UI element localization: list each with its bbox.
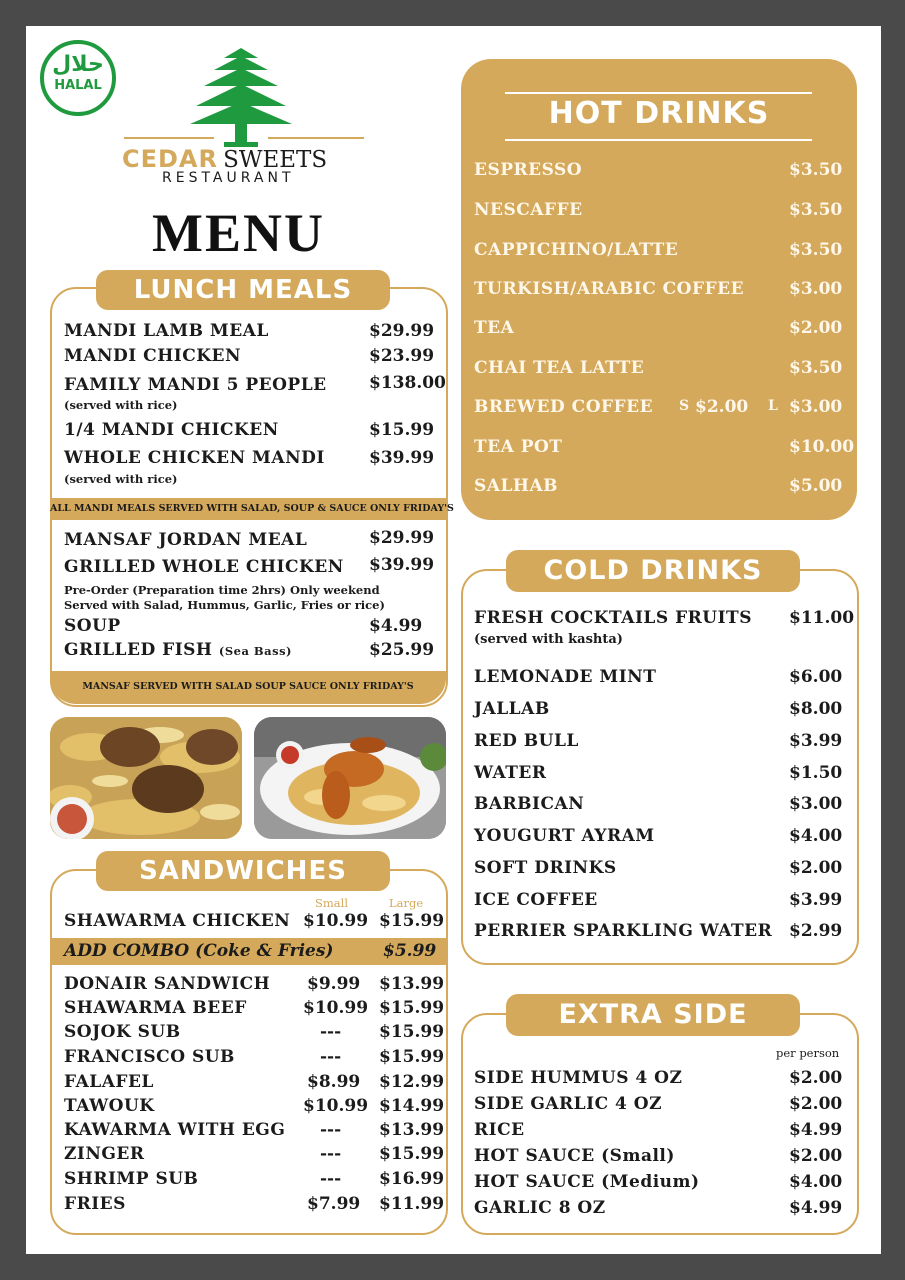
- hot-drink-price: $3.50: [789, 200, 843, 220]
- sandwich-large-price: $15.99: [379, 1047, 445, 1067]
- grilled-chicken-photo: [254, 717, 446, 839]
- hot-drink-price: $10.00: [789, 437, 855, 457]
- lunch-item-price: $138.00: [369, 373, 446, 393]
- cold-drink-name: BARBICAN: [474, 794, 585, 814]
- sandwich-large-price: $15.99: [379, 911, 445, 931]
- sandwich-item-name: SOJOK SUB: [64, 1022, 181, 1042]
- lunch-item-name: MANDI CHICKEN: [64, 346, 242, 366]
- brewed-large-label: L: [768, 398, 778, 414]
- hot-drink-price: $3.50: [789, 358, 843, 378]
- hot-drink-name: ESPRESSO: [474, 160, 583, 180]
- lunch-item-price: $39.99: [369, 448, 435, 468]
- brand-restaurant: RESTAURANT: [162, 170, 295, 186]
- hot-drink-name: CHAI TEA LATTE: [474, 358, 645, 378]
- hot-title-line-top: [505, 92, 812, 94]
- sandwich-item-name: ZINGER: [64, 1144, 145, 1164]
- mansaf-banner-text: MANSAF SERVED WITH SALAD SOUP SAUCE ONLY FRIDAY'S: [82, 681, 414, 692]
- cold-drink-price: $1.50: [789, 763, 843, 783]
- sandwich-large-price: $15.99: [379, 998, 445, 1018]
- cold-drink-note: (served with kashta): [474, 632, 623, 647]
- mandi-lamb-photo: [50, 717, 242, 839]
- sandwich-item-name: KAWARMA WITH EGG: [64, 1120, 286, 1140]
- cold-drink-name: YOUGURT AYRAM: [474, 826, 655, 846]
- lunch-item-price: $23.99: [369, 346, 435, 366]
- sandwich-large-price: $15.99: [379, 1144, 445, 1164]
- extra-side-price: $2.00: [789, 1068, 843, 1088]
- cold-drink-price: $3.00: [789, 794, 843, 814]
- lunch-item-price: $25.99: [369, 640, 435, 660]
- menu-sheet: [26, 26, 881, 1254]
- hot-drink-name: SALHAB: [474, 476, 559, 496]
- cold-drink-name: JALLAB: [474, 699, 550, 719]
- sandwich-item-name: SHRIMP SUB: [64, 1169, 199, 1189]
- brand-name: [122, 145, 327, 173]
- mandi-banner-text: ALL MANDI MEALS SERVED WITH SALAD, SOUP & SAUCE ONLY FRIDAY'S: [50, 503, 454, 514]
- halal-label: HALAL: [54, 78, 102, 93]
- lunch-meals-title: LUNCH MEALS: [96, 270, 390, 310]
- cold-drink-price: $11.00: [789, 608, 855, 628]
- extra-side-name: SIDE GARLIC 4 OZ: [474, 1094, 663, 1114]
- extra-side-name: GARLIC 8 OZ: [474, 1198, 606, 1218]
- extra-side-price: $4.99: [789, 1198, 843, 1218]
- sandwich-large-price: $11.99: [379, 1194, 445, 1214]
- hot-drink-name: BREWED COFFEE: [474, 397, 654, 417]
- hot-drink-name: CAPPICHINO/LATTE: [474, 240, 679, 260]
- sandwich-item-name: DONAIR SANDWICH: [64, 974, 271, 994]
- combo-label: ADD COMBO (Coke & Fries): [64, 941, 334, 961]
- brand-line-left: [124, 137, 214, 139]
- lunch-item-note: (served with rice): [64, 398, 178, 412]
- cold-drink-name: SOFT DRINKS: [474, 858, 617, 878]
- sandwich-small-price: $10.99: [303, 1096, 369, 1116]
- hot-drinks-title: HOT DRINKS: [548, 96, 770, 131]
- lunch-item-name: FAMILY MANDI 5 PEOPLE: [64, 375, 327, 395]
- sandwich-small-price: ---: [320, 1022, 342, 1042]
- cold-drink-price: $8.00: [789, 699, 843, 719]
- cold-drink-price: $2.99: [789, 921, 843, 941]
- extra-side-price: $2.00: [789, 1146, 843, 1166]
- brand-cedar: CEDAR: [122, 145, 218, 173]
- col-small-label: Small: [315, 896, 348, 910]
- cold-drink-name: PERRIER SPARKLING WATER: [474, 921, 773, 941]
- cold-drink-price: $3.99: [789, 890, 843, 910]
- lunch-item-price: $4.99: [369, 616, 423, 636]
- extra-side-price: $4.99: [789, 1120, 843, 1140]
- brewed-small-price: $2.00: [695, 397, 749, 417]
- sandwich-item-name: SHAWARMA CHICKEN: [64, 911, 291, 931]
- lunch-item-name: [64, 640, 292, 660]
- lunch-item-price: $29.99: [369, 528, 435, 548]
- lunch-item-price: $29.99: [369, 321, 435, 341]
- cold-drink-name: ICE COFFEE: [474, 890, 598, 910]
- hot-drink-price: $3.50: [789, 240, 843, 260]
- per-person-label: per person: [776, 1046, 840, 1060]
- cold-drink-price: $6.00: [789, 667, 843, 687]
- lunch-item-price: $39.99: [369, 555, 435, 575]
- cedar-tree-icon: [186, 44, 296, 148]
- sandwich-item-name: TAWOUK: [64, 1096, 155, 1116]
- brand-sweets: SWEETS: [223, 147, 328, 173]
- hot-drink-price: $5.00: [789, 476, 843, 496]
- extra-side-price: $4.00: [789, 1172, 843, 1192]
- combo-price: $5.99: [383, 941, 437, 961]
- sandwich-large-price: $12.99: [379, 1072, 445, 1092]
- lunch-item-name: WHOLE CHICKEN MANDI: [64, 448, 325, 468]
- hot-drink-name: TURKISH/ARABIC COFFEE: [474, 279, 745, 299]
- hot-drink-price: $3.00: [789, 397, 843, 417]
- sandwich-large-price: $15.99: [379, 1022, 445, 1042]
- cold-drink-price: $4.00: [789, 826, 843, 846]
- extra-side-title: EXTRA SIDE: [506, 994, 800, 1036]
- sandwiches-title: SANDWICHES: [96, 851, 390, 891]
- extra-side-name: HOT SAUCE (Medium): [474, 1172, 700, 1192]
- col-large-label: Large: [389, 896, 424, 910]
- extra-side-name: RICE: [474, 1120, 525, 1140]
- sandwich-large-price: $16.99: [379, 1169, 445, 1189]
- menu-title: MENU: [152, 203, 325, 263]
- cold-drink-name: RED BULL: [474, 731, 579, 751]
- hot-drink-name: TEA: [474, 318, 515, 338]
- sandwich-small-price: $10.99: [303, 998, 369, 1018]
- preorder-note: Served with Salad, Hummus, Garlic, Fries or rice): [64, 598, 385, 612]
- lunch-item-name: SOUP: [64, 616, 121, 636]
- sandwich-item-name: FRANCISCO SUB: [64, 1047, 235, 1067]
- lunch-item-price: $15.99: [369, 420, 435, 440]
- sandwich-small-price: $7.99: [307, 1194, 361, 1214]
- hot-drink-price: $3.00: [789, 279, 843, 299]
- cold-drink-name: WATER: [474, 763, 547, 783]
- halal-arabic-text: حلال: [52, 52, 104, 77]
- lunch-item-name: 1/4 MANDI CHICKEN: [64, 420, 279, 440]
- sandwich-small-price: ---: [320, 1120, 342, 1140]
- hot-title-line-bottom: [505, 139, 812, 141]
- cold-drink-price: $3.99: [789, 731, 843, 751]
- hot-drink-price: $3.50: [789, 160, 843, 180]
- sandwich-small-price: $8.99: [307, 1072, 361, 1092]
- sandwich-small-price: $9.99: [307, 974, 361, 994]
- extra-side-name: HOT SAUCE (Small): [474, 1146, 675, 1166]
- sandwich-large-price: $13.99: [379, 1120, 445, 1140]
- sandwich-item-name: SHAWARMA BEEF: [64, 998, 247, 1018]
- cold-drink-name: LEMONADE MINT: [474, 667, 657, 687]
- sandwich-item-name: FRIES: [64, 1194, 126, 1214]
- sandwich-small-price: $10.99: [303, 911, 369, 931]
- lunch-item-note: (served with rice): [64, 472, 178, 486]
- hot-drink-name: NESCAFFE: [474, 200, 583, 220]
- grilled-fish-name: GRILLED FISH: [64, 640, 213, 660]
- lunch-item-name: MANDI LAMB MEAL: [64, 321, 269, 341]
- lunch-item-name: GRILLED WHOLE CHICKEN: [64, 557, 344, 577]
- grilled-fish-sub: (Sea Bass): [218, 644, 292, 658]
- cold-drink-price: $2.00: [789, 858, 843, 878]
- preorder-note: Pre-Order (Preparation time 2hrs) Only weekend: [64, 583, 380, 597]
- sandwich-small-price: ---: [320, 1047, 342, 1067]
- cold-drinks-title: COLD DRINKS: [506, 550, 800, 592]
- lunch-item-name: MANSAF JORDAN MEAL: [64, 530, 308, 550]
- sandwich-large-price: $13.99: [379, 974, 445, 994]
- sandwich-small-price: ---: [320, 1169, 342, 1189]
- brand-line-right: [268, 137, 364, 139]
- cold-drink-name: FRESH COCKTAILS FRUITS: [474, 608, 752, 628]
- halal-badge: [40, 40, 116, 116]
- sandwich-item-name: FALAFEL: [64, 1072, 154, 1092]
- extra-side-name: SIDE HUMMUS 4 OZ: [474, 1068, 683, 1088]
- brewed-small-label: S: [679, 398, 690, 414]
- hot-drink-name: TEA POT: [474, 437, 563, 457]
- sandwich-small-price: ---: [320, 1144, 342, 1164]
- hot-drink-price: $2.00: [789, 318, 843, 338]
- extra-side-price: $2.00: [789, 1094, 843, 1114]
- sandwich-large-price: $14.99: [379, 1096, 445, 1116]
